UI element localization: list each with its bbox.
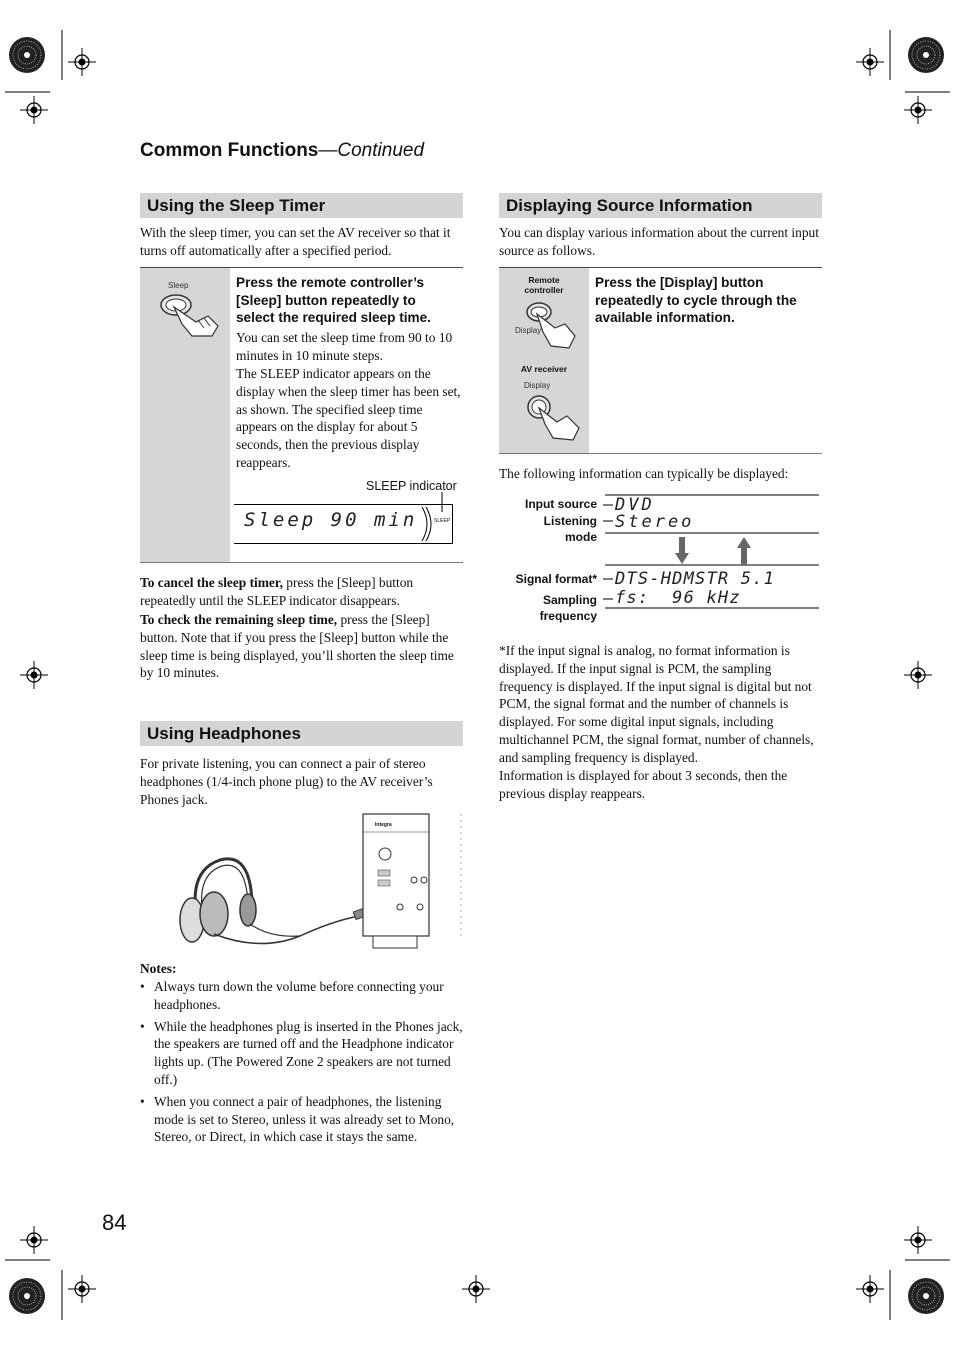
notes-list: [140, 978, 463, 1146]
check-sleep-text: press the [Sleep] button. Note that if you press the [Sleep] button while the sleep time is being displayed, you’ll shorten the sleep time by 10 minutes.: [140, 612, 454, 681]
notes-title: Notes:: [140, 961, 177, 976]
signal-format-label: Signal format*: [515, 572, 597, 586]
remote-display-button-label: Display: [515, 326, 542, 335]
notes-list-container: [140, 978, 463, 1150]
source-info-heading-text: Displaying Source Information: [506, 196, 753, 215]
sleep-step-body-1: You can set the sleep time from 90 to 10 minutes in 10 minute steps.: [236, 330, 453, 363]
sampling-frequency-label: Sampling frequency: [539, 593, 597, 623]
input-source-label: Input source: [524, 497, 597, 511]
header-suffix: —Continued: [318, 140, 425, 161]
sleep-step-title: Press the remote controller’s [Sleep] button repeatedly to select the required sleep time.: [236, 275, 431, 325]
lcd-line-input-source: DVD: [615, 495, 655, 515]
source-info-heading: [499, 193, 822, 218]
source-info-intro: You can display various information about the current input source as follows.: [499, 225, 819, 258]
av-receiver-label: AV receiver: [520, 364, 568, 374]
headphones-icon: [170, 812, 465, 952]
receiver-brand: Integra: [375, 822, 392, 828]
sleep-lcd-text: Sleep 90 min: [244, 509, 418, 531]
receiver-display-button-label: Display: [524, 381, 551, 390]
press-button-hand-icon: [156, 290, 226, 340]
running-header: [140, 140, 424, 162]
lcd-line-sampling-frequency: fs: 96 kHz: [615, 588, 741, 608]
check-sleep-bold: To check the remaining sleep time,: [140, 612, 338, 627]
sleep-indicator-label: SLEEP indicator: [366, 479, 457, 493]
lcd-sleep-indicator: SLEEP: [434, 518, 451, 524]
cancel-sleep-note: [140, 574, 463, 610]
note-item: • While the headphones plug is inserted in the Phones jack, the speakers are turned off and the Headphone indicator lights up. (The Powered Zone 2 speakers are not turned off.): [154, 1018, 463, 1089]
headphones-heading-text: Using Headphones: [147, 724, 301, 743]
sleep-button-label: Sleep: [168, 281, 189, 290]
sleep-step-body-2: The SLEEP indicator appears on the display when the sleep timer has been set, as shown. The specified sleep time appears on the display for about 5 seconds, then the previous display reappears.: [236, 366, 461, 470]
headphones-intro: For private listening, you can connect a pair of stereo headphones (1/4-inch phone plug) to the AV receiver’s Phones jack.: [140, 756, 433, 807]
headphones-illustration: [170, 812, 465, 952]
format-footnote: *If the input signal is analog, no format information is displayed. If the input signal is PCM, the sampling frequency is displayed. If the input signal is digital but not PCM, the signal format and the number of channels is displayed. For some digital input signals, including multichannel PCM, the signal format, number of channels, and sampling frequency is displayed.: [499, 643, 814, 765]
arrow-up-icon: [737, 537, 751, 565]
remote-display-hand-icon: [521, 298, 581, 353]
header-title: Common Functions: [140, 140, 319, 161]
remote-controller-label: Remote controller: [524, 275, 564, 295]
page-number: 84: [102, 1210, 127, 1235]
note-item: • When you connect a pair of headphones, the listening mode is set to Stereo, unless it was already set to Mono, Stereo, or Direct, in which case it stays the same.: [154, 1093, 463, 1146]
display-duration-note: Information is displayed for about 3 seconds, then the previous display reappears.: [499, 768, 788, 801]
lcd-line-listening-mode: Stereo: [615, 512, 695, 532]
display-step-box: [499, 267, 822, 454]
cancel-sleep-bold: To cancel the sleep timer,: [140, 575, 283, 590]
sleep-timer-heading-text: Using the Sleep Timer: [147, 196, 326, 215]
typical-info-text: The following information can typically be displayed:: [499, 466, 789, 481]
listening-mode-label: Listening mode: [543, 514, 597, 544]
arrow-down-icon: [675, 537, 689, 565]
display-step-title: Press the [Display] button repeatedly to cycle through the available information.: [595, 275, 797, 325]
sleep-step-box: [140, 267, 463, 563]
sleep-timer-intro: With the sleep timer, you can set the AV receiver so that it turns off automatically after a specified period.: [140, 225, 451, 258]
sleep-timer-heading: [140, 193, 463, 218]
note-item: • Always turn down the volume before connecting your headphones.: [154, 978, 463, 1014]
cancel-sleep-text: press the [Sleep] button repeatedly until the SLEEP indicator disappears.: [140, 575, 414, 608]
display-info-diagram: [499, 493, 822, 628]
check-sleep-note: [140, 611, 463, 682]
sleep-lcd-display: [234, 504, 453, 544]
receiver-display-hand-icon: [521, 392, 585, 442]
headphones-heading: [140, 721, 463, 746]
lcd-bracket: [420, 505, 434, 543]
lcd-line-signal-format: DTS-HDMSTR 5.1: [615, 569, 776, 589]
